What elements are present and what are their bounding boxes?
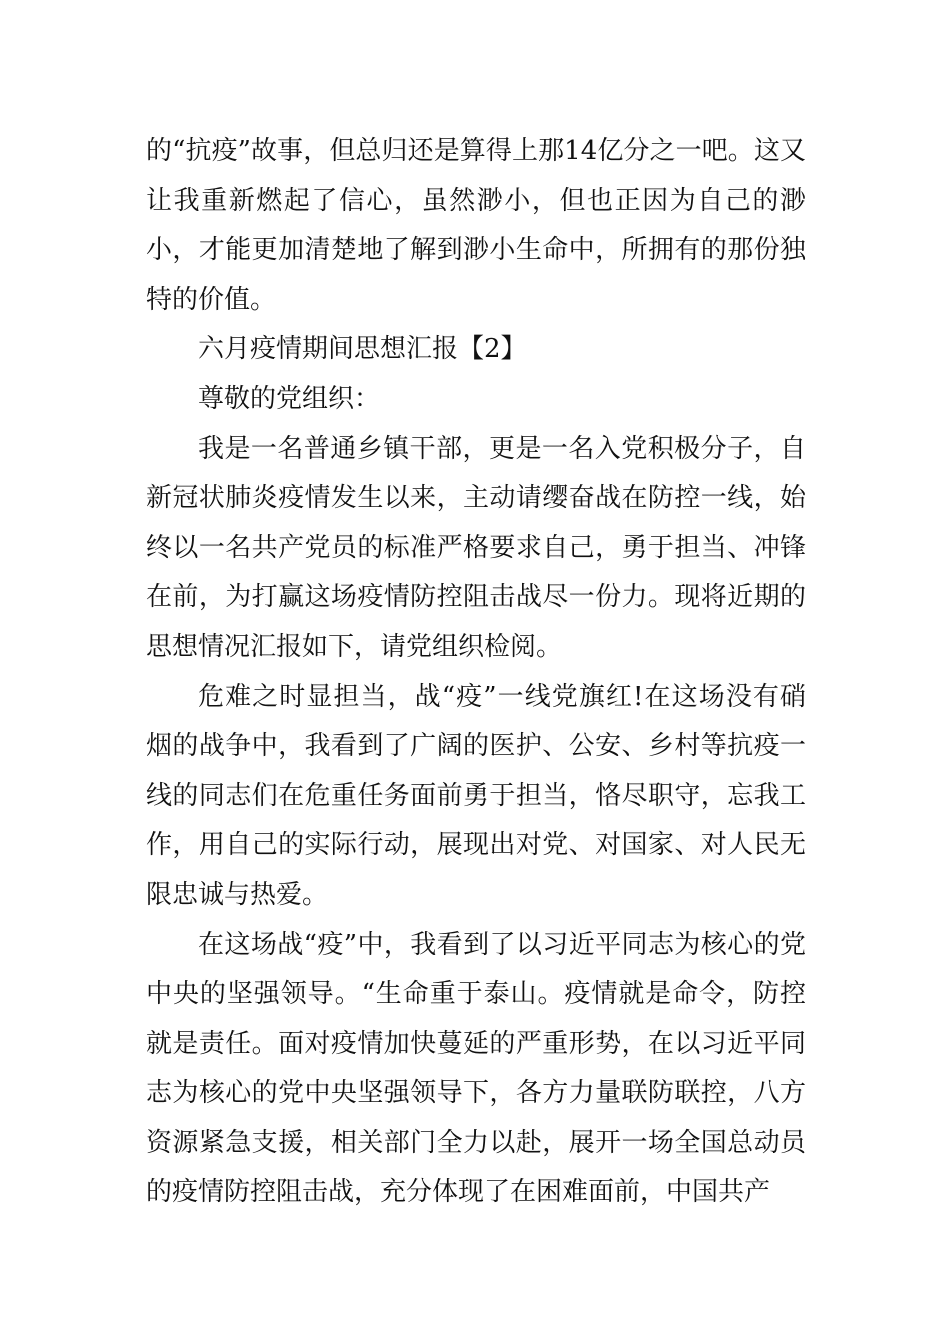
paragraph: 我是一名普通乡镇干部，更是一名入党积极分子，自新冠状肺炎疫情发生以来，主动请缨奋战在防控一线，始终以一名共产党员的标准严格要求自己，勇于担当、冲锋在前，为打赢这场疫情防控阻击战尽一份力。现将近期的思想情况汇报如下，请党组织检阅。 <box>146 433 806 662</box>
document-body <box>146 127 806 1218</box>
section-heading: 六月疫情期间思想汇报【2】 <box>198 334 527 365</box>
paragraph: 危难之时显担当，战“疫”一线党旗红!在这场没有硝烟的战争中，我看到了广阔的医护、公安、乡村等抗疫一线的同志们在危重任务面前勇于担当，恪尽职守，忘我工作，用自己的实际行动，展现出对党、对国家、对人民无限忠诚与热爱。 <box>146 681 806 910</box>
paragraph-continued: 的“抗疫”故事，但总归还是算得上那14亿分之一吧。这又让我重新燃起了信心，虽然渺小，但也正因为自己的渺小，才能更加清楚地了解到渺小生命中，所拥有的那份独特的价值。 <box>146 136 806 315</box>
paragraph: 在这场战“疫”中，我看到了以习近平同志为核心的党中央的坚强领导。“生命重于泰山。疫情就是命令，防控就是责任。面对疫情加快蔓延的严重形势，在以习近平同志为核心的党中央坚强领导下，各方力量联防联控，八方资源紧急支援，相关部门全力以赴，展开一场全国总动员的疫情防控阻击战，充分体现了在困难面前，中国共产 <box>146 929 806 1208</box>
salutation: 尊敬的党组织： <box>198 383 381 414</box>
